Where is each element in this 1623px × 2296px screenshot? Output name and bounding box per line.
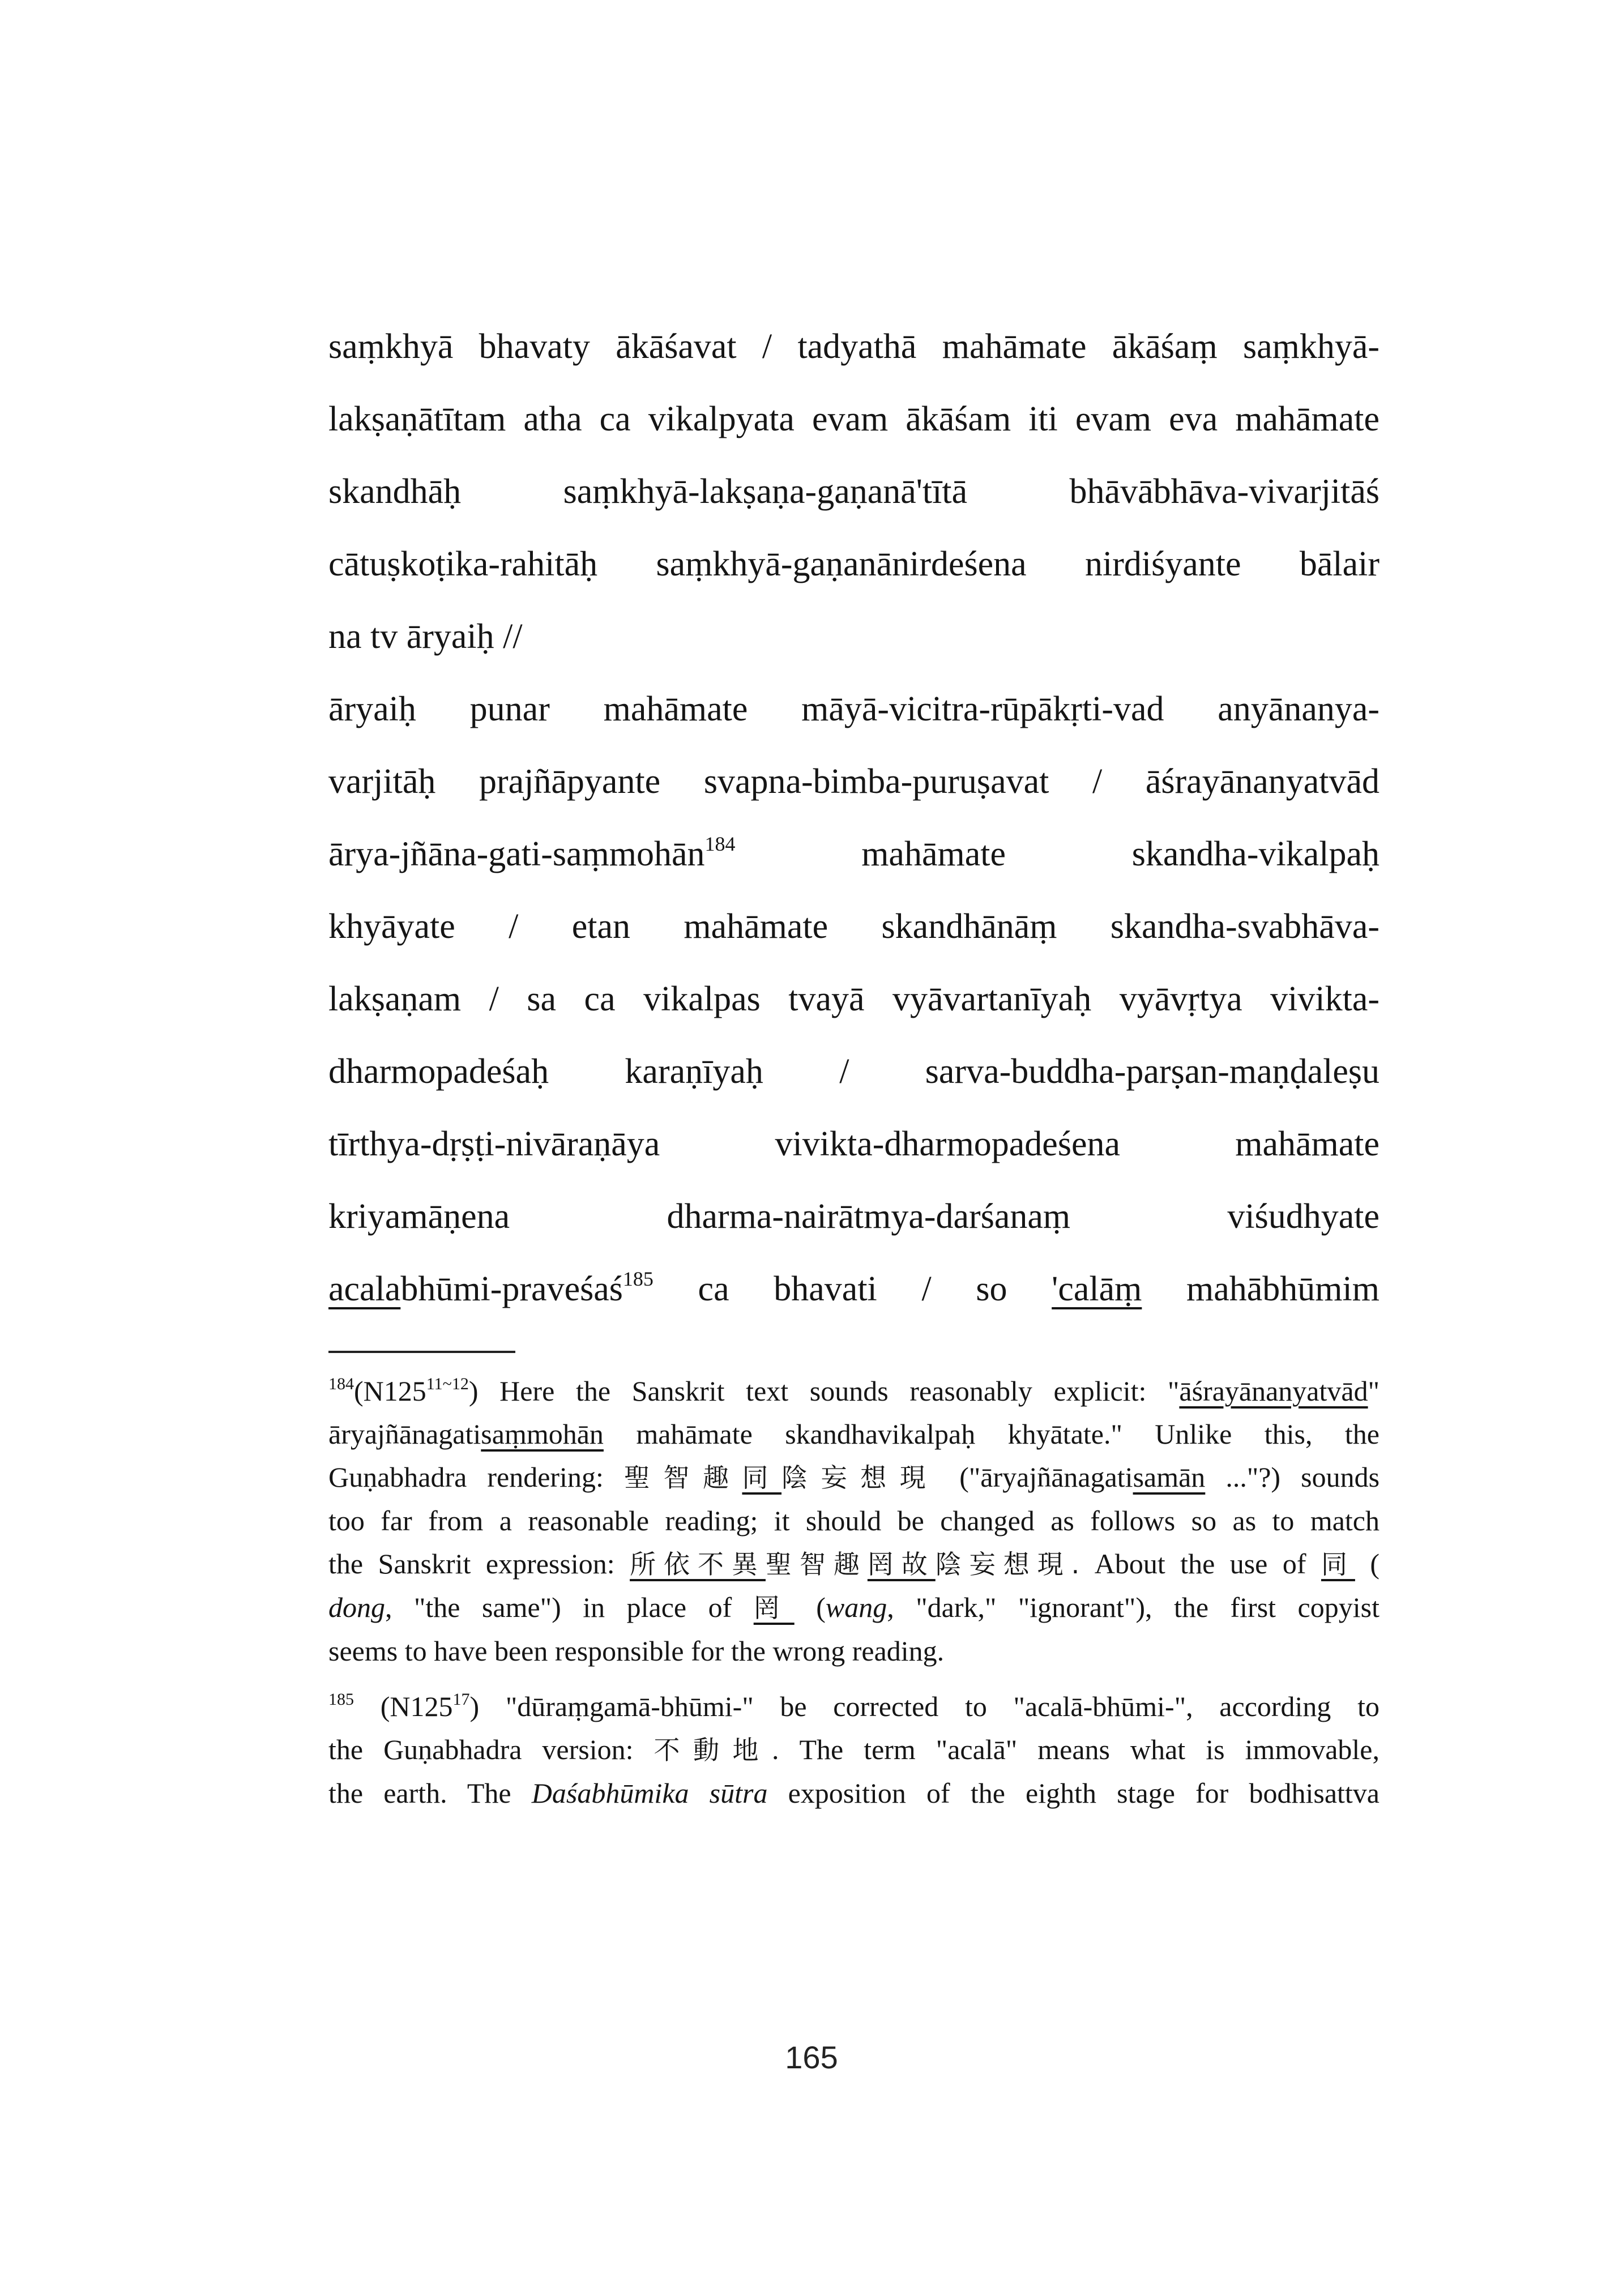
text-segment: ) "dūraṃgamā-bhūmi-" be corrected to "acalā-bhūmi-", according to [469,1691,1380,1722]
text-segment: Guṇabhadra rendering: [328,1461,624,1493]
text-segment: , "dark," "ignorant"), the first copyist [887,1591,1379,1623]
italic-term: wang [825,1591,887,1623]
text-segment: mahāmate skandhavikalpaḥ khyātate." Unlike this, the [603,1418,1379,1450]
underlined-term: saṃmohān [481,1418,604,1450]
footnote-line [328,1456,1379,1499]
text-line [328,818,1379,890]
footnote-line: too far from a reasonable reading; it should be changed as follows so as to match [328,1505,1379,1537]
underlined-word: 'calāṃ [1052,1270,1142,1308]
footnote-divider [328,1351,515,1353]
text-segment: āryajñānagati [328,1418,481,1450]
text-segment: ārya-jñāna-gati-saṃmohān [328,835,705,873]
footnote-line [328,1728,1379,1772]
footnote-line: $^{184}(N125^{11\sim 12})$ Here the Sanskrit text sounds reasonably explicit: "āśrayānanyatvād" [328,1375,1379,1407]
text-line: varjitāḥ prajñāpyante svapna-bimba-puruṣavat / āśrayānanyatvād [328,762,1379,801]
text-line: tīrthya-dṛṣṭi-nivāraṇāya vivikta-dharmopadeśena mahāmate [328,1125,1379,1163]
text-line: cātuṣkoṭika-rahitāḥ saṃkhyā-gaṇanānirdeśena nirdiśyante bālair [328,545,1379,583]
underlined-term: āśrayānanyatvād [1179,1375,1368,1407]
text-segment: ("āryajñānagati [939,1461,1133,1493]
text-line [328,1253,1379,1325]
chinese-text: 不動地 [654,1735,772,1765]
text-line: khyāyate / etan mahāmate skandhānāṃ skandha-svabhāva- [328,907,1379,946]
underlined-term: samān [1133,1461,1206,1493]
footnote-ref-185[interactable]: 185 [622,1268,654,1290]
footnote-line [328,1586,1379,1629]
line-reference: 17 [452,1690,470,1709]
footnote-line [328,1685,1379,1728]
text-segment: (N125 [380,1691,453,1722]
text-line: lakṣaṇam / sa ca vikalpas tvayā vyāvartanīyaḥ vyāvṛtya vivikta- [328,980,1379,1018]
text-line: skandhāḥ saṃkhyā-lakṣaṇa-gaṇanā'tītā bhāvābhāva-vivarjitāś [328,472,1379,511]
text-segment: ) Here the Sanskrit text sounds reasonably explicit: " [468,1375,1180,1407]
footnote-184 [328,1369,1379,1672]
footnote-line [328,1542,1379,1586]
footnote-number: 185 [328,1690,354,1709]
text-line: kriyamāṇena dharma-nairātmya-darśanaṃ viśudhyate [328,1197,1379,1236]
footnote-185 [328,1685,1379,1815]
text-segment: the Guṇabhadra version: [328,1734,654,1765]
text-segment: About the use of [1079,1548,1321,1580]
text-segment: , "the same") in place of [385,1591,754,1623]
chinese-text: 陰妄想現. [935,1549,1080,1580]
text-line: āryaiḥ punar mahāmate māyā-vicitra-rūpākṛti-vad anyānanya- [328,690,1379,728]
footnote-number: 184 [328,1375,354,1393]
chinese-underlined: 罔故 [867,1549,936,1580]
text-segment: mahābhūmim [1142,1270,1379,1308]
chinese-underlined: 罔 [753,1593,795,1623]
footnotes [328,1369,1379,1827]
footnote-line [328,1412,1379,1456]
text-segment: mahāmate skandha-vikalpaḥ [735,835,1379,873]
chinese-text: 聖智趣 [623,1462,742,1493]
text-segment: bhūmi-praveśaś [400,1270,623,1308]
text-segment: . The term "acalā" means what is immovable, [771,1734,1379,1765]
chinese-text: 陰妄想現 [781,1462,939,1493]
text-segment: the earth. The [328,1777,532,1809]
italic-title: Daśabhūmika sūtra [531,1777,768,1809]
line-reference: 11~12 [426,1375,469,1393]
text-segment: ( [794,1591,826,1623]
footnote-line: seems to have been responsible for the wrong reading. [328,1635,945,1667]
text-segment: ..."?) sounds [1205,1461,1380,1493]
text-line: saṃkhyā bhavaty ākāśavat / tadyathā mahāmate ākāśaṃ saṃkhyā- [328,327,1379,366]
text-line: lakṣaṇātītam atha ca vikalpyata evam ākāśam iti evam eva mahāmate [328,400,1379,438]
text-segment: ca bhavati / so [653,1270,1052,1308]
text-line: dharmopadeśaḥ karaṇīyaḥ / sarva-buddha-parṣan-maṇḍaleṣu [328,1052,1379,1091]
page-number: 165 [785,2039,838,2075]
chinese-text: 聖智趣 [765,1549,868,1580]
paragraph-1 [328,310,1379,673]
text-line: na tv āryaiḥ // [328,617,523,656]
chinese-underlined: 同 [1321,1549,1355,1580]
underlined-word: acala [328,1270,401,1308]
chinese-underlined: 同 [742,1462,782,1493]
text-segment: the Sanskrit expression: [328,1548,630,1580]
footnote-line [328,1772,1379,1815]
italic-term: dong [328,1591,385,1623]
paragraph-2 [328,673,1379,1325]
text-segment: exposition of the eighth stage for bodhisattva [767,1777,1379,1809]
chinese-underlined: 所依不異 [630,1549,766,1580]
main-text [328,310,1379,1325]
footnote-ref-184[interactable]: 184 [704,833,736,855]
text-segment: ( [1355,1548,1380,1580]
text-segment: (N125 [354,1375,426,1407]
